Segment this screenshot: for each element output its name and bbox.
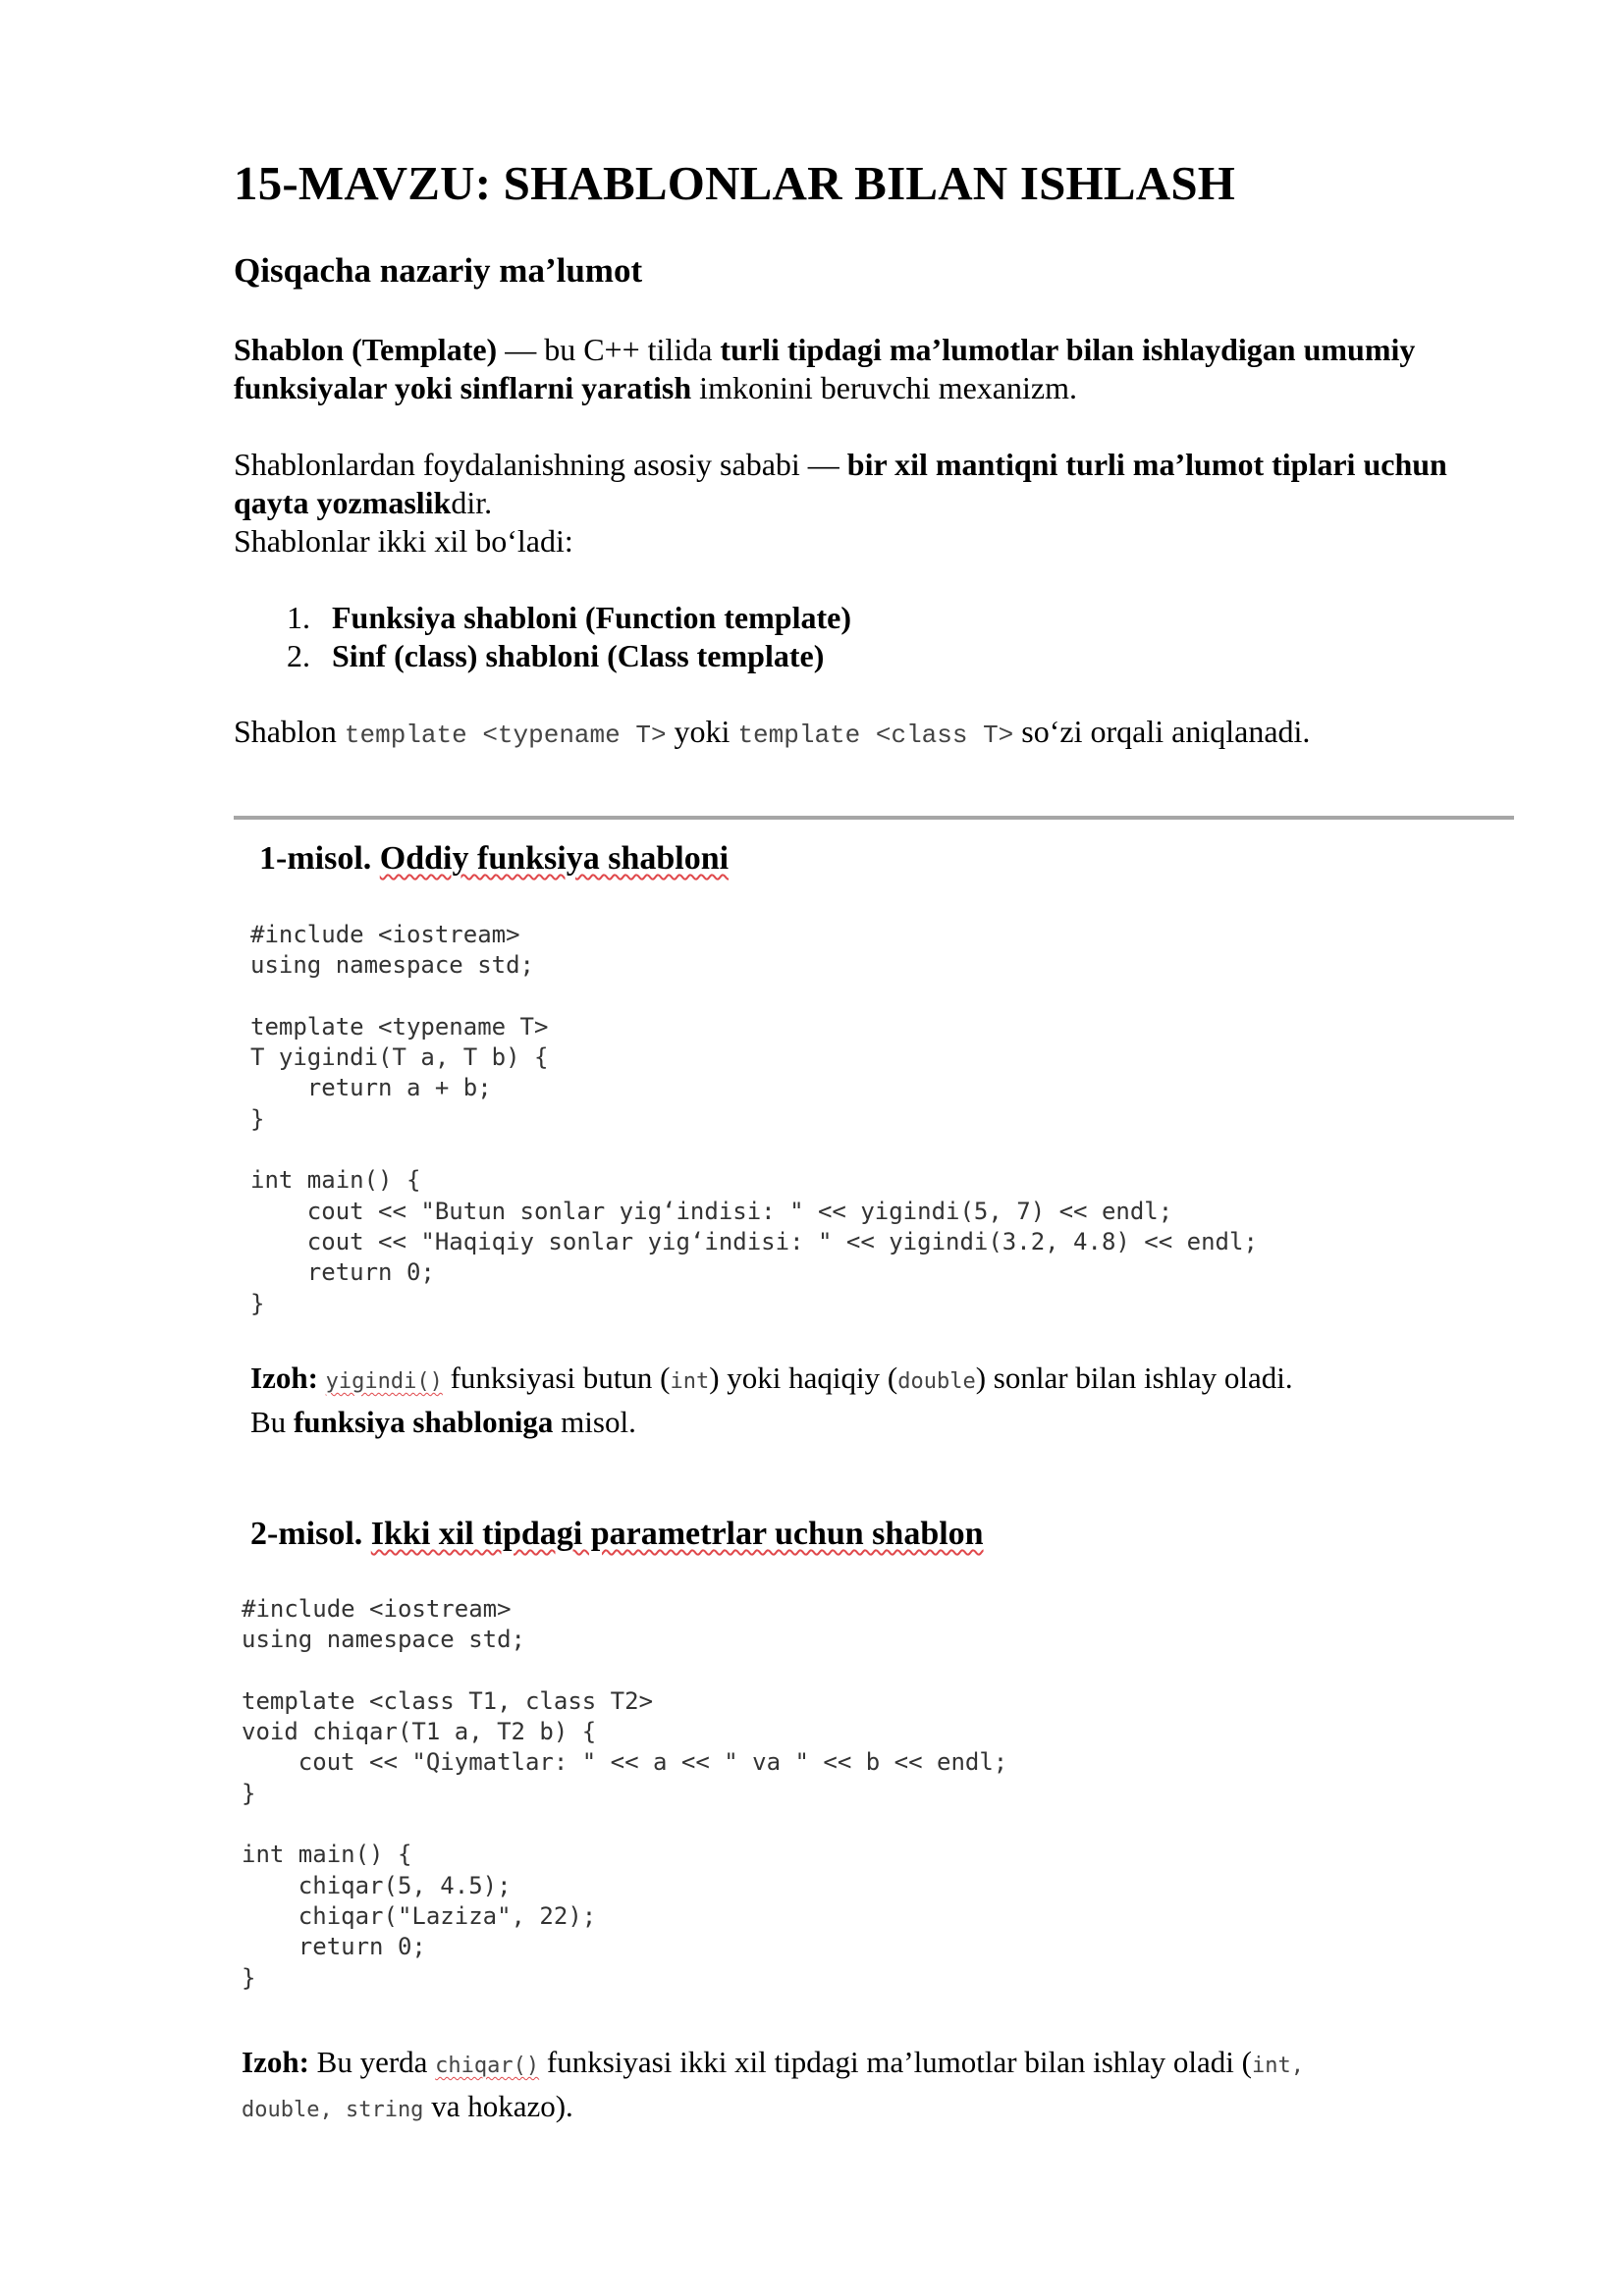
term-template: Shablon (Template) [234, 332, 498, 367]
code-line: return 0; [250, 1258, 435, 1287]
emphasis: funksiya shabloniga [293, 1405, 554, 1439]
text-segment: ) sonlar bilan ishlay oladi. [975, 1361, 1293, 1395]
code-line: return 0; [242, 1933, 426, 1961]
definition-paragraph [234, 331, 1510, 407]
code-line: template <typename T> [250, 1012, 549, 1041]
example2-heading [250, 1516, 984, 1553]
inline-code: yigindi() [325, 1369, 443, 1394]
code-line: T yigindi(T a, T b) { [250, 1043, 549, 1072]
example-title: Ikki xil tipdagi parametrlar uchun shablon [370, 1516, 984, 1552]
list-number: 2. [287, 638, 310, 673]
example1-note [250, 1358, 1458, 1442]
inline-code: int [670, 1369, 710, 1394]
text-segment: — bu C++ tilida [497, 332, 721, 367]
text-segment: Shablonlardan foydalanishning asosiy sababi — [234, 447, 847, 482]
code-line: int main() { [250, 1166, 421, 1195]
code-line: template <class T1, class T2> [242, 1686, 654, 1715]
code-line: return a + b; [250, 1074, 492, 1102]
list-number: 1. [287, 600, 310, 635]
code-line: cout << "Butun sonlar yig‘indisi: " << yigindi(5, 7) << endl; [250, 1197, 1173, 1225]
note-label: Izoh: [250, 1361, 318, 1395]
types-intro: Shablonlar ikki xil bo‘ladi: [234, 523, 573, 559]
list-item [234, 599, 851, 637]
section-subtitle: Qisqacha nazariy ma’lumot [234, 251, 643, 290]
example1-code-block [250, 920, 1258, 1319]
inline-code: template <class T> [737, 721, 1014, 750]
text-segment: Bu [250, 1405, 294, 1439]
code-line: chiqar("Laziza", 22); [242, 1901, 597, 1930]
code-line [250, 1135, 1258, 1165]
horizontal-rule [234, 816, 1514, 820]
text-segment: imkonini beruvchi mexanizm. [691, 370, 1077, 405]
code-line: int main() { [242, 1841, 412, 1869]
code-line: } [242, 1963, 256, 1992]
code-line: using namespace std; [250, 951, 534, 980]
example-title: Oddiy funksiya shabloni [379, 840, 730, 877]
text-segment: misol. [553, 1405, 636, 1439]
inline-code: template <typename T> [344, 721, 667, 750]
code-line: void chiqar(T1 a, T2 b) { [242, 1718, 597, 1746]
emphasis: turli tipdagi ma’lumotlar bilan ishlaydigan umumiy funksiyalar yoki sinflarni yaratish [234, 332, 1416, 405]
text-segment: dir. [451, 485, 493, 520]
list-label: Funksiya shabloni (Function template) [332, 600, 851, 635]
text-segment: so‘zi orqali aniqlanadi. [1013, 714, 1311, 749]
list-item [234, 637, 851, 675]
syntax-paragraph [234, 713, 1510, 755]
template-types-list [234, 599, 851, 675]
code-line: #include <iostream> [250, 921, 520, 948]
text-segment: yoki [666, 714, 738, 749]
text-segment: va hokazo). [423, 2089, 573, 2123]
example-label: 2-misol. [250, 1516, 363, 1552]
inline-code: chiqar() [435, 2054, 540, 2078]
text-segment: funksiyasi ikki xil tipdagi ma’lumotlar bilan ishlay oladi ( [539, 2045, 1252, 2079]
text-segment: Shablon [234, 714, 345, 749]
code-line [250, 982, 1258, 1012]
inline-code: int, [1251, 2054, 1304, 2078]
code-line: chiqar(5, 4.5); [242, 1871, 512, 1899]
example1-heading [259, 840, 729, 878]
code-line: cout << "Qiymatlar: " << a << " va " << b << endl; [242, 1748, 1008, 1777]
code-line: #include <iostream> [242, 1595, 512, 1623]
code-line: } [250, 1104, 265, 1133]
page-title: 15-MAVZU: SHABLONLAR BILAN ISHLASH [234, 156, 1236, 210]
note-label: Izoh: [242, 2045, 309, 2079]
code-line: cout << "Haqiqiy sonlar yig‘indisi: " << yigindi(3.2, 4.8) << endl; [250, 1227, 1258, 1255]
text-segment: Bu yerda [308, 2045, 436, 2079]
text-segment: funksiyasi butun ( [442, 1361, 671, 1395]
emphasis: bir xil mantiqni turli ma’lumot tiplari uchun qayta yozmaslik [234, 447, 1447, 520]
list-label: Sinf (class) shabloni (Class template) [332, 638, 825, 673]
inline-code: double [897, 1369, 976, 1394]
code-line [242, 1656, 1007, 1686]
code-line: using namespace std; [242, 1626, 525, 1654]
reason-paragraph [234, 446, 1510, 522]
example2-code-block [242, 1594, 1007, 1994]
code-line: } [242, 1779, 256, 1807]
code-line [242, 1809, 1007, 1840]
text-segment: ) yoki haqiqiy ( [709, 1361, 898, 1395]
example-label: 1-misol. [259, 840, 372, 877]
inline-code: double, string [242, 2098, 424, 2122]
example2-note [242, 2042, 1449, 2130]
code-line: } [250, 1289, 265, 1317]
